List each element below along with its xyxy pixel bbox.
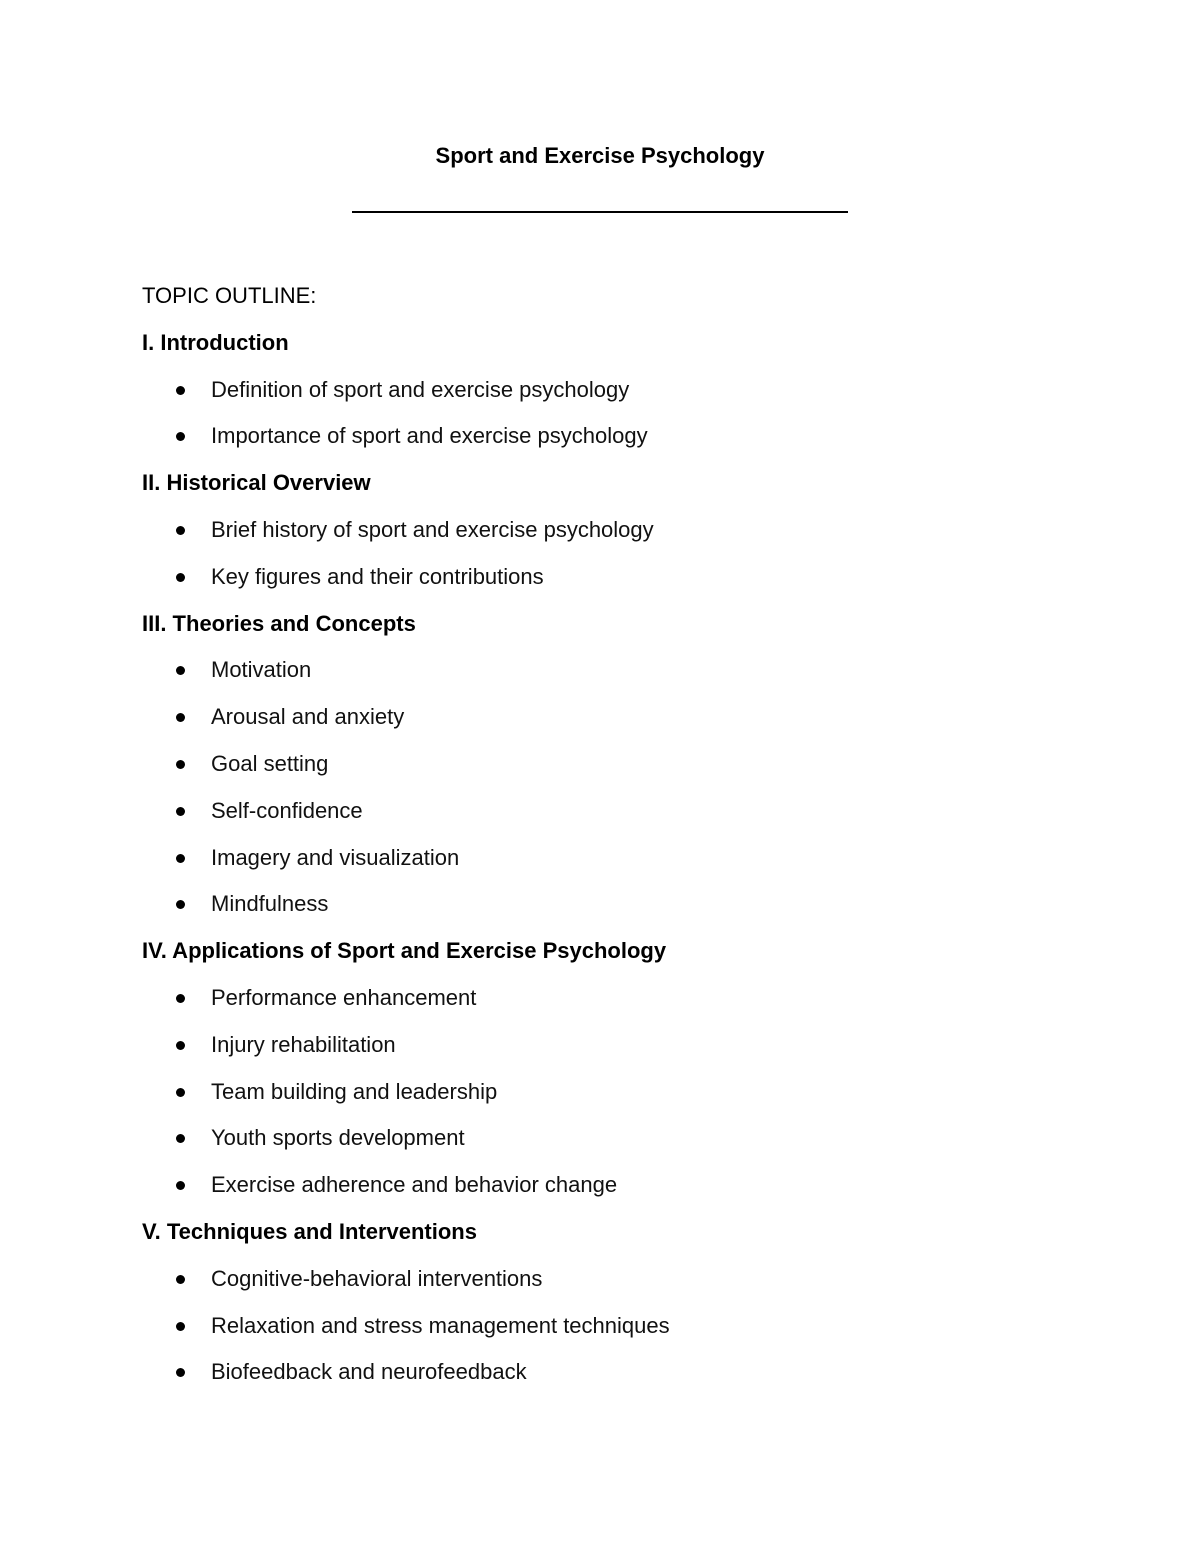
document-title: Sport and Exercise Psychology — [435, 143, 765, 168]
list-item — [142, 1077, 1042, 1107]
list-item — [142, 515, 1042, 545]
list-item — [142, 421, 1042, 451]
list-item-text: Key figures and their contributions — [211, 563, 544, 589]
list-item-text: Performance enhancement — [211, 984, 477, 1010]
list-item — [142, 1311, 1042, 1341]
bullet-icon — [176, 1134, 185, 1143]
bullet-list — [142, 655, 1042, 919]
list-item-text: Definition of sport and exercise psychology — [211, 376, 630, 402]
list-item — [142, 702, 1042, 732]
bullet-icon — [176, 994, 185, 1003]
bullet-list — [142, 1264, 1042, 1388]
section-heading: II. Historical Overview — [142, 470, 371, 496]
list-item-text: Goal setting — [211, 750, 329, 776]
bullet-icon — [176, 900, 185, 909]
list-item-text: Mindfulness — [211, 891, 329, 917]
list-item — [142, 562, 1042, 592]
section-techniques-and-interventions — [142, 1217, 1042, 1387]
section-heading: I. Introduction — [142, 329, 289, 355]
list-item-text: Youth sports development — [211, 1125, 465, 1151]
bullet-icon — [176, 1088, 185, 1097]
list-item — [142, 843, 1042, 873]
list-item-text: Imagery and visualization — [211, 844, 460, 870]
list-item-text: Injury rehabilitation — [211, 1031, 396, 1057]
section-applications — [142, 936, 1042, 1200]
section-heading: V. Techniques and Interventions — [142, 1218, 477, 1244]
list-item-text: Biofeedback and neurofeedback — [211, 1359, 527, 1385]
list-item-text: Self-confidence — [211, 797, 363, 823]
list-item — [142, 1123, 1042, 1153]
bullet-icon — [176, 573, 185, 582]
bullet-icon — [176, 666, 185, 675]
bullet-icon — [176, 713, 185, 722]
list-item-text: Arousal and anxiety — [211, 704, 405, 730]
list-item — [142, 1357, 1042, 1387]
bullet-list — [142, 515, 1042, 592]
section-heading: III. Theories and Concepts — [142, 610, 416, 636]
title-underline-divider — [352, 211, 848, 213]
bullet-icon — [176, 1181, 185, 1190]
section-theories-and-concepts — [142, 609, 1042, 920]
bullet-icon — [176, 807, 185, 816]
list-item — [142, 796, 1042, 826]
bullet-list — [142, 375, 1042, 452]
list-item-text: Importance of sport and exercise psychology — [211, 423, 648, 449]
list-item — [142, 889, 1042, 919]
bullet-icon — [176, 1041, 185, 1050]
outline-heading: TOPIC OUTLINE: — [142, 283, 317, 308]
section-introduction — [142, 328, 1042, 452]
list-item-text: Motivation — [211, 657, 312, 683]
list-item — [142, 1170, 1042, 1200]
list-item — [142, 1030, 1042, 1060]
bullet-list — [142, 983, 1042, 1200]
list-item — [142, 1264, 1042, 1294]
list-item-text: Cognitive-behavioral interventions — [211, 1265, 543, 1291]
section-heading: IV. Applications of Sport and Exercise Psychology — [142, 938, 667, 964]
list-item — [142, 983, 1042, 1013]
bullet-icon — [176, 386, 185, 395]
list-item — [142, 749, 1042, 779]
list-item — [142, 655, 1042, 685]
bullet-icon — [176, 526, 185, 535]
bullet-icon — [176, 1322, 185, 1331]
bullet-icon — [176, 760, 185, 769]
list-item-text: Brief history of sport and exercise psychology — [211, 516, 654, 542]
list-item-text: Relaxation and stress management techniques — [211, 1312, 670, 1338]
topic-outline — [142, 281, 1042, 1404]
list-item-text: Team building and leadership — [211, 1078, 498, 1104]
bullet-icon — [176, 1368, 185, 1377]
section-historical-overview — [142, 468, 1042, 592]
bullet-icon — [176, 1275, 185, 1284]
bullet-icon — [176, 854, 185, 863]
list-item — [142, 375, 1042, 405]
list-item-text: Exercise adherence and behavior change — [211, 1172, 618, 1198]
bullet-icon — [176, 432, 185, 441]
